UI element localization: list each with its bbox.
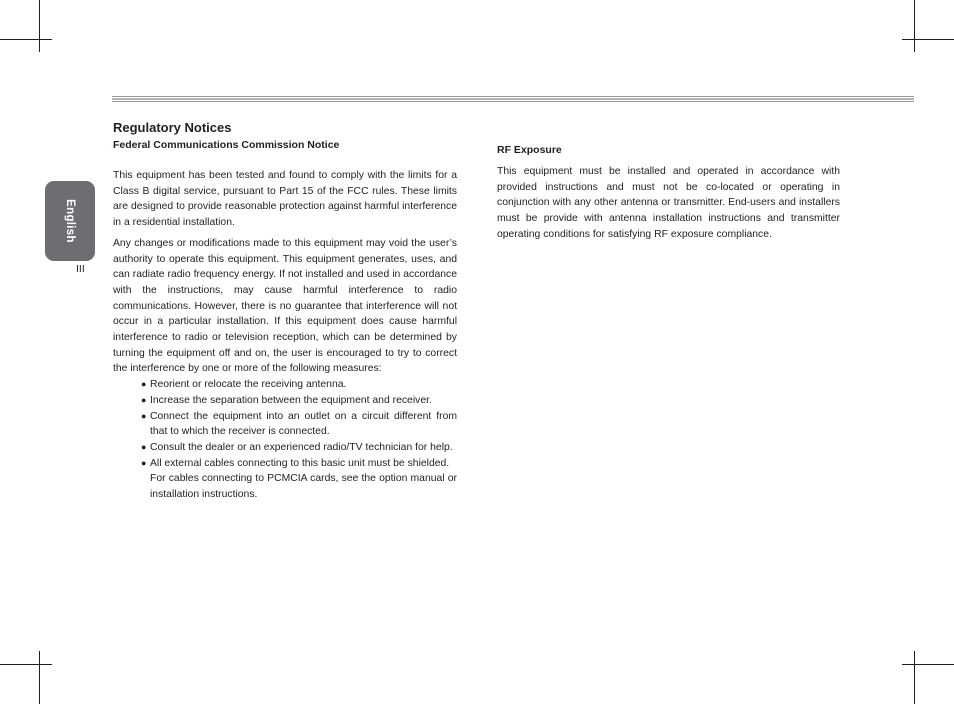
list-item — [141, 409, 457, 440]
list-item-text: All external cables connecting to this basic unit must be shielded. — [150, 457, 450, 469]
list-item — [141, 377, 457, 393]
page-number: III — [76, 263, 85, 275]
list-item-text: Connect the equipment into an outlet on a circuit different from that to which the receiver is connected. — [150, 410, 457, 438]
cable-note: For cables connecting to PCMCIA cards, see the option manual or installation instructions. — [150, 473, 457, 501]
rf-exposure-heading: RF Exposure — [497, 144, 562, 156]
section-subtitle: Federal Communications Commission Notice — [113, 139, 340, 151]
left-column — [113, 120, 457, 503]
language-tab-label: English — [64, 199, 76, 243]
measures-list — [113, 377, 457, 471]
bullet-icon: ● — [141, 410, 147, 421]
list-item-text: Reorient or relocate the receiving antenna. — [150, 379, 347, 391]
list-item-text: Increase the separation between the equipment and receiver. — [150, 394, 432, 406]
paragraph: Any changes or modifications made to this equipment may void the user’s authority to operate this equipment. This equipment generates, uses, and can radiate radio frequency energy. If not installed and used in accordance with the instructions, may cause harmful interference to radio communications. However, there is no guarantee that interference will not occur in a particular installation. If this equipment does cause harmful interference to radio or television reception, which can be determined by turning the equipment off and on, the user is encouraged to try to correct the interference by one or more of the following measures: — [113, 237, 457, 375]
page-title: Regulatory Notices — [113, 120, 232, 135]
bullet-icon: ● — [141, 379, 147, 390]
bullet-icon: ● — [141, 457, 147, 468]
paragraph: This equipment has been tested and found to comply with the limits for a Class B digital service, pursuant to Part 15 of the FCC rules. These limits are designed to provide reasonable protection against harmful interference in a residential installation. — [113, 170, 457, 229]
list-item — [141, 456, 457, 472]
list-item-text: Consult the dealer or an experienced radio/TV technician for help. — [150, 441, 453, 453]
header-rule — [112, 96, 914, 102]
bullet-icon: ● — [141, 394, 147, 405]
right-column — [497, 143, 840, 243]
list-item — [141, 393, 457, 409]
list-item — [141, 440, 457, 456]
rf-exposure-paragraph: This equipment must be installed and operated in accordance with provided instructions and must not be co-located or operating in conjunction with any other antenna or transmitter. End-users and installers must be provide with antenna installation instructions and transmitter operating conditions for satisfying RF exposure compliance. — [497, 166, 840, 240]
bullet-icon: ● — [141, 441, 147, 452]
